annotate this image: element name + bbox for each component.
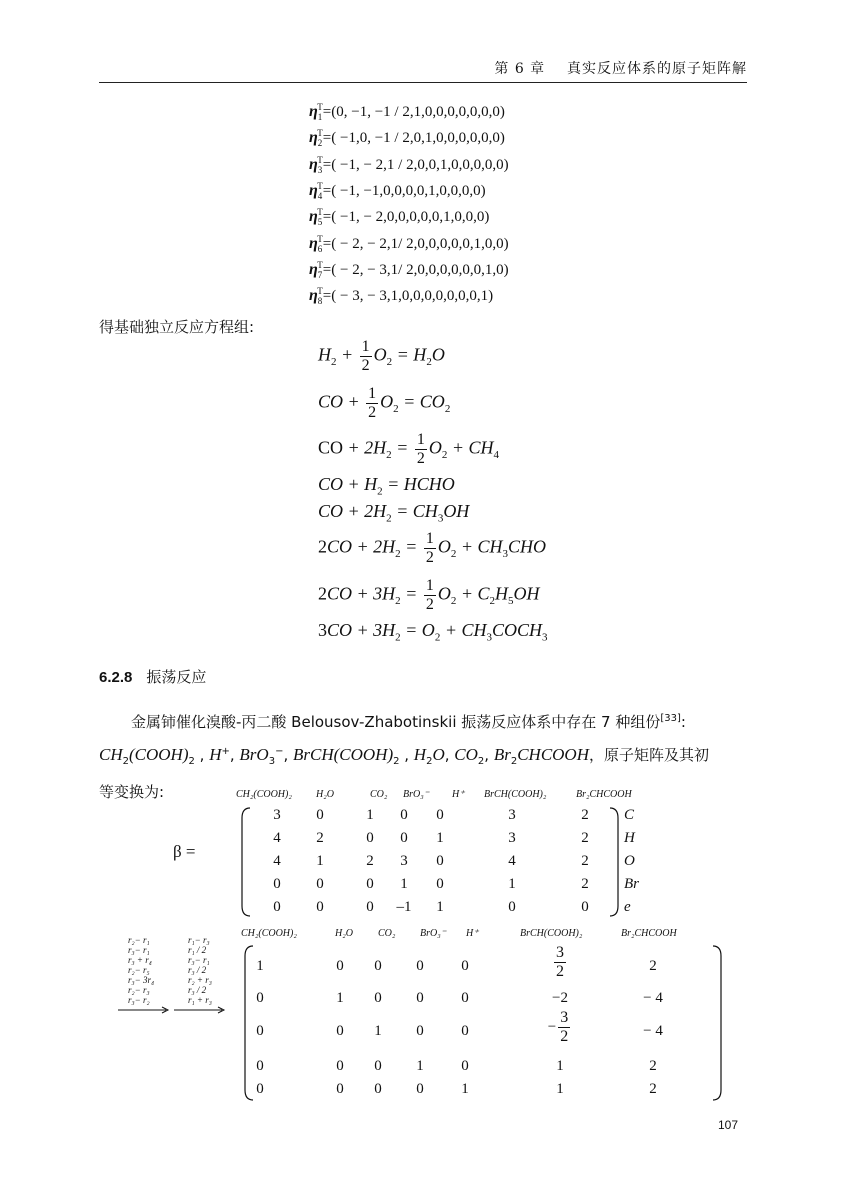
row-operation: r₃− r₂ [128,995,150,1005]
equation-8: $3CO + 3H_2 = O_2$ + $CH_3COCH_3$ [318,620,548,644]
matrix2-cell: 0 [416,1081,424,1097]
running-header [99,58,747,83]
matrix1-column-header: Br₂CHCOOH [576,789,632,800]
matrix2-cell: 0 [461,990,469,1006]
matrix1-column-header: BrO₃⁻ [403,789,429,800]
matrix1-cell: 0 [273,876,281,892]
matrix2-cell: 1 [416,1058,424,1074]
matrix1-cell: –1 [396,899,412,915]
matrix1-cell: 0 [366,876,374,892]
matrix2-cell: 0 [416,958,424,974]
matrix1-cell: 0 [581,899,589,915]
matrix1-column-header: H⁺ [452,789,465,800]
section-number: 6.2.8 [99,669,133,686]
matrix2-cell: 0 [374,990,382,1006]
matrix2-cell: 0 [336,958,344,974]
matrix1-row-label: H [624,830,635,846]
matrix1-row-label: C [624,807,635,823]
eta-vector: $\eta_6^T=( - 2$, − 2,1/ 2,0,0,0,0,0,1,0,0) [309,233,509,254]
section-title: 振荡反应 [146,668,207,686]
section-heading [99,666,206,687]
matrix2-column-header: CH₂(COOH)₂ [241,928,297,939]
matrix2-cell: 0 [256,1058,264,1074]
matrix1-cell: 0 [273,899,281,915]
matrix2-cell: 0 [374,958,382,974]
matrix1-row-label: e [624,899,631,915]
matrix1-cell: 1 [436,899,444,915]
matrix1-column-header: H₂O [316,789,334,800]
eta-vector: $\eta_5^T=( -1$, − 2,0,0,0,0,0,1,0,0,0) [309,207,490,228]
matrix2-cell: 0 [461,958,469,974]
page-number: 107 [718,1118,739,1132]
matrix2-column-header: BrCH(COOH)₂ [520,928,583,939]
matrix1-cell: 1 [436,830,444,846]
matrix2-column-header: BrO₃⁻ [420,928,446,939]
matrix1-cell: 4 [273,853,281,869]
matrix1-cell: 3 [400,853,408,869]
matrix2-cell: 2 [649,1081,657,1097]
matrix1-cell: 0 [436,876,444,892]
row-operation: r₁ + r₃ [188,995,212,1005]
eta-vector: $\eta_2^T=( -1,0$, −1 / 2,0,1,0,0,0,0,0,0) [309,128,505,149]
row-operation: r₂− r₅ [128,965,150,975]
beta-label: β = [173,842,196,861]
matrix1-cell: 1 [366,807,374,823]
matrix2-cell: − 4 [643,990,663,1006]
row-operation: r₂− r₁ [128,935,150,945]
matrix2-column-header: CO₂ [378,928,396,939]
matrix2-cell: 1 [374,1023,382,1039]
eta-vector: $\eta_1^T=(0$, −1, −1 / 2,1,0,0,0,0,0,0,0) [309,102,505,122]
eta-vector: $\eta_7^T=( - 2$, − 3,1/ 2,0,0,0,0,0,0,1,0) [309,259,509,280]
row-operation: r₃− r₁ [128,945,150,955]
matrix2-cell: 0 [416,990,424,1006]
matrix1-cell: 1 [508,876,516,892]
row-operation: r₃ / 2 [188,985,207,995]
row-operation: r₃− r₁ [188,955,210,965]
matrix1-cell: 4 [273,830,281,846]
matrix2-cell: 0 [374,1081,382,1097]
matrix2-cell: −2 [552,990,568,1006]
eta-vector: $\eta_8^T=( - 3$, − 3,1,0,0,0,0,0,0,0,1) [309,286,494,307]
matrix1-cell: 0 [316,876,324,892]
matrix1-cell: 0 [366,830,374,846]
matrix1-cell: 0 [508,899,516,915]
matrix2-cell: 0 [461,1058,469,1074]
matrix1-cell: 0 [366,899,374,915]
paragraph-line-1: 金属铈催化溴酸-丙二酸 Belousov-Zhabotinskii 振荡反应体系中存在 7 种组份[33]: [131,713,686,731]
matrix1-cell: 4 [508,853,516,869]
matrix2-cell: 0 [256,990,264,1006]
matrix1-column-header: CO₂ [370,789,388,800]
equation-4: CO + $H_2$ = HCHO [318,474,455,498]
matrix1-cell: 1 [400,876,408,892]
matrix1-cell: 0 [400,830,408,846]
matrix1-cell: 0 [436,807,444,823]
row-operation: r₃− 3r₄ [128,975,155,985]
matrix1-column-header: BrCH(COOH)₂ [484,789,547,800]
transform-arrows [118,1005,228,1015]
matrix1-cell: 2 [581,830,589,846]
matrix2-column-header: Br₂CHCOOH [621,928,677,939]
matrix2-cell: 1 [256,958,264,974]
matrix2-cell: 0 [416,1023,424,1039]
matrix1-cell: 2 [366,853,374,869]
chapter-number: 第 6 章 [494,61,546,77]
paragraph-line-3: 等变换为: [99,783,165,801]
matrix2-cell: $\frac{3}{2}$ [556,944,564,980]
equation-6: $2CO + 2H_2$ = $\frac{1}{2}$ $O_2 + CH_3CHO$ [318,530,546,566]
matrix2-cell: 0 [374,1058,382,1074]
matrix1-cell: 2 [581,876,589,892]
equation-7: $2CO + 3H_2$ = $\frac{1}{2}$ $O_2 + C_2H_5OH$ [318,577,540,613]
row-operation: r₁ / 2 [188,945,207,955]
matrix1-cell: 2 [316,830,324,846]
matrix2-cell: 1 [461,1081,469,1097]
matrix1-cell: 0 [436,853,444,869]
row-operation: r₁− r₃ [188,935,210,945]
matrix1-cell: 0 [316,899,324,915]
species-list: $CH_2(COOH)_2$ , H+, BrO$_3$−, $BrCH(COOH)_2$ , $H_2O$, $CO_2$, $Br_2CHCOOH$，原子矩阵及其初 [99,745,710,767]
eta-vector: $\eta_3^T=( -1$, − 2,1 / 2,0,0,1,0,0,0,0,0) [309,154,509,175]
row-operation: r₃ / 2 [188,965,207,975]
matrix1-cell: 1 [316,853,324,869]
matrix2-cell: 1 [556,1081,564,1097]
equation-1: $H_2$ + $\frac{1}{2}$ $O_2 = H_2O$ [318,338,445,374]
matrix2-cell: 0 [336,1081,344,1097]
matrix1-cell: 0 [316,807,324,823]
matrix2-cell: − $\frac{3}{2}$ [547,1009,569,1045]
matrix1-cell: 3 [508,830,516,846]
matrix2-brackets [243,944,723,1102]
row-operation: r₂ + r₃ [188,975,212,985]
row-ops-1 [128,935,154,1005]
row-operation: r₂− r₃ [128,985,150,995]
matrix2-column-header: H⁺ [466,928,479,939]
matrix1-cell: 3 [508,807,516,823]
equation-2: CO + $\frac{1}{2}$ $O_2 = CO_2$ [318,385,451,421]
matrix2-column-header: H₂O [335,928,353,939]
matrix2-cell: 1 [556,1058,564,1074]
matrix2-cell: 1 [336,990,344,1006]
intro-label: 得基础独立反应方程组: [99,318,255,336]
matrix1-column-header: CH₂(COOH)₂ [236,789,292,800]
matrix2-cell: − 4 [643,1023,663,1039]
row-operation: r₃ + r₄ [128,955,152,965]
matrix2-cell: 0 [256,1081,264,1097]
matrix2-cell: 2 [649,1058,657,1074]
eta-vector: $\eta_4^T=( -1$, −1,0,0,0,0,1,0,0,0,0) [309,180,486,201]
citation: [33] [660,713,681,724]
matrix1-brackets [240,806,620,918]
matrix2-cell: 0 [336,1058,344,1074]
matrix1-row-label: Br [624,876,639,892]
matrix2-cell: 0 [336,1023,344,1039]
chapter-title: 真实反应体系的原子矩阵解 [567,61,747,77]
equation-3: CO + $2H_2$ = $\frac{1}{2}$ $O_2 + CH_4$ [318,431,499,467]
equation-5: CO + $2H_2 = CH_3OH$ [318,501,470,525]
matrix1-row-label: O [624,853,635,869]
matrix1-cell: 3 [273,807,281,823]
matrix1-cell: 2 [581,853,589,869]
matrix2-cell: 0 [256,1023,264,1039]
matrix1-cell: 2 [581,807,589,823]
row-ops-2 [188,935,212,1005]
matrix2-cell: 0 [461,1023,469,1039]
matrix1-cell: 0 [400,807,408,823]
matrix2-cell: 2 [649,958,657,974]
